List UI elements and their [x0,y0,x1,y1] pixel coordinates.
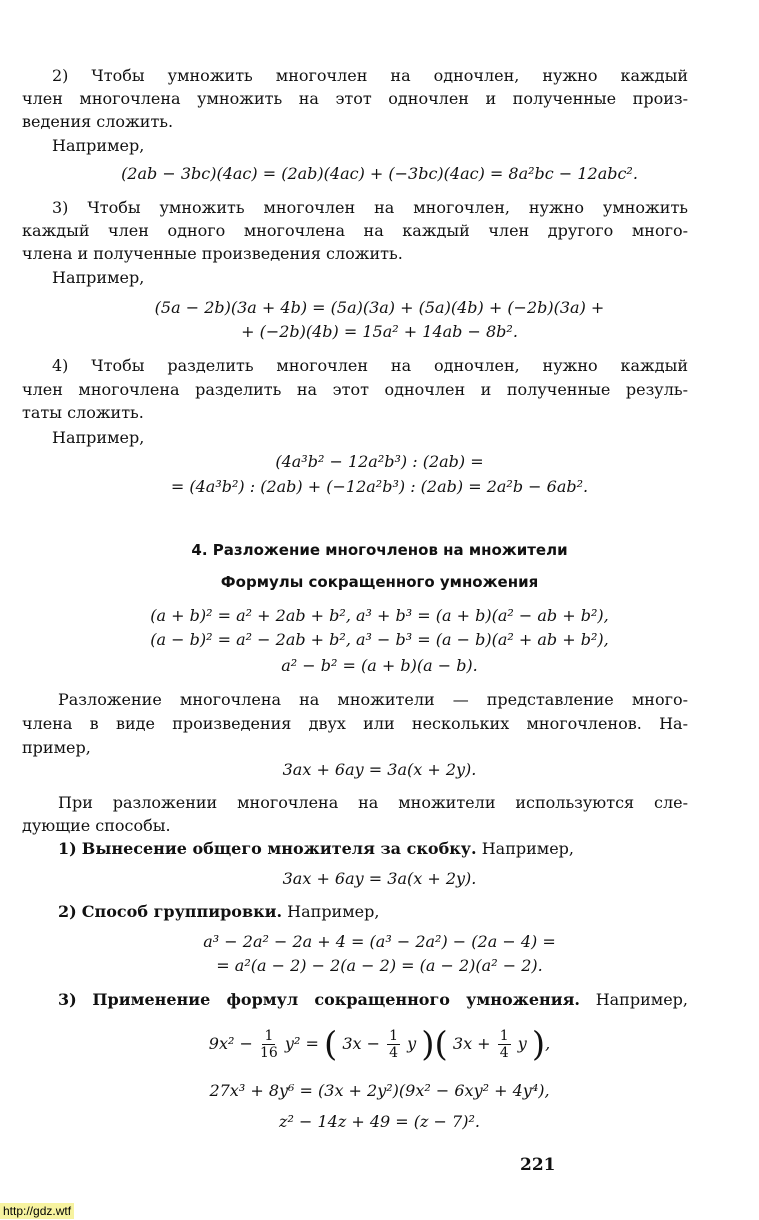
footer-link[interactable]: http://gdz.wtf [0,1203,74,1219]
term: 3x − [342,1034,381,1053]
item-number: 2) [58,902,77,921]
text-line: 3) Чтобы умножить многочлен на многочлен, нужно умножить [52,198,688,217]
formula: (a + b)² = a² + 2ab + b², a³ + b³ = (a + b)(a² − ab + b²), [150,606,609,625]
formula: (4a³b² − 12a²b³) : (2ab) = [275,452,484,471]
formula: z² − 14z + 49 = (z − 7)². [279,1112,480,1131]
formula: (5a − 2b)(3a + 4b) = (5a)(3a) + (5a)(4b) + (−2b)(3a) + [154,298,605,317]
formula: + (−2b)(4b) = 15a² + 14ab − 8b². [241,322,518,341]
formula: (2ab − 3bc)(4ac) = (2ab)(4ac) + (−3bc)(4ac) = 8a²bc − 12abc². [121,164,638,183]
text-line: Например, [52,428,145,447]
formula-fractions [0,1022,759,1067]
text-line: каждый член одного многочлена на каждый член другого много- [22,221,688,240]
text-line: пример, [22,738,91,757]
left-paren: ( [323,1024,338,1065]
text: Например, [287,902,380,921]
text: Например, [481,839,575,858]
text-line: Разложение многочлена на множители — представление много- [58,690,688,709]
numerator: 1 [264,1028,274,1044]
term: , [545,1034,551,1053]
method-title: Вынесение общего множителя за скобку. [81,839,477,858]
fraction [387,1028,400,1061]
numerator: 1 [389,1028,399,1044]
denominator: 4 [499,1045,509,1061]
term: 3x + [452,1034,491,1053]
fraction [498,1028,511,1061]
text-line: член многочлена умножить на этот одночлен и полученные произ- [22,89,688,108]
method-2 [58,902,379,922]
formula: (a − b)² = a² − 2ab + b², a³ − b³ = (a − b)(a² + ab + b²), [150,630,609,649]
formula: 3ax + 6ay = 3a(x + 2y). [282,869,477,888]
text-line: члена в виде произведения двух или нескольких многочленов. На- [22,714,688,733]
section-heading: 4. Разложение многочленов на множители [191,541,568,559]
text-line: таты сложить. [22,403,144,422]
denominator: 4 [389,1045,399,1061]
method-3 [58,990,688,1010]
term: y [407,1034,417,1053]
subsection-heading: Формулы сокращенного умножения [220,573,539,591]
item-number: 3) [58,990,77,1009]
formula: 27x³ + 8y⁶ = (3x + 2y²)(9x² − 6xy² + 4y⁴), [209,1081,550,1100]
left-paren: ( [434,1024,448,1065]
page-number: 221 [520,1155,556,1175]
formula: 3ax + 6ay = 3a(x + 2y). [282,760,477,779]
text-line: 4) Чтобы разделить многочлен на одночлен, нужно каждый [52,356,688,375]
formula: = a²(a − 2) − 2(a − 2) = (a − 2)(a² − 2). [216,956,543,975]
text: Например, [595,990,688,1009]
method-1 [58,839,574,859]
text-line: 2) Чтобы умножить многочлен на одночлен, нужно каждый [52,66,688,85]
text-line: члена и полученные произведения сложить. [22,244,403,263]
right-paren: ) [531,1024,546,1065]
denominator: 16 [259,1045,278,1061]
right-paren: ) [421,1024,435,1065]
numerator: 1 [499,1028,509,1044]
term: y² = [284,1034,319,1053]
term: y [517,1034,527,1053]
formula: a² − b² = (a + b)(a − b). [281,656,478,675]
text-line: член многочлена разделить на этот одночлен и полученные резуль- [22,380,688,399]
method-title: Применение формул сокращенного умножения. [92,990,580,1009]
text-line: Например, [52,268,145,287]
item-number: 1) [58,839,77,858]
formula: a³ − 2a² − 2a + 4 = (a³ − 2a²) − (2a − 4) = [203,932,556,951]
term: 9x² − [208,1034,253,1053]
method-title: Способ группировки. [81,902,283,921]
text-line: дующие способы. [22,816,171,835]
text-line: ведения сложить. [22,112,174,131]
formula: = (4a³b²) : (2ab) + (−12a²b³) : (2ab) = 2a²b − 6ab². [170,477,589,496]
text-line: При разложении многочлена на множители используются сле- [58,793,688,812]
text-line: Например, [52,136,145,155]
fraction [260,1028,278,1061]
